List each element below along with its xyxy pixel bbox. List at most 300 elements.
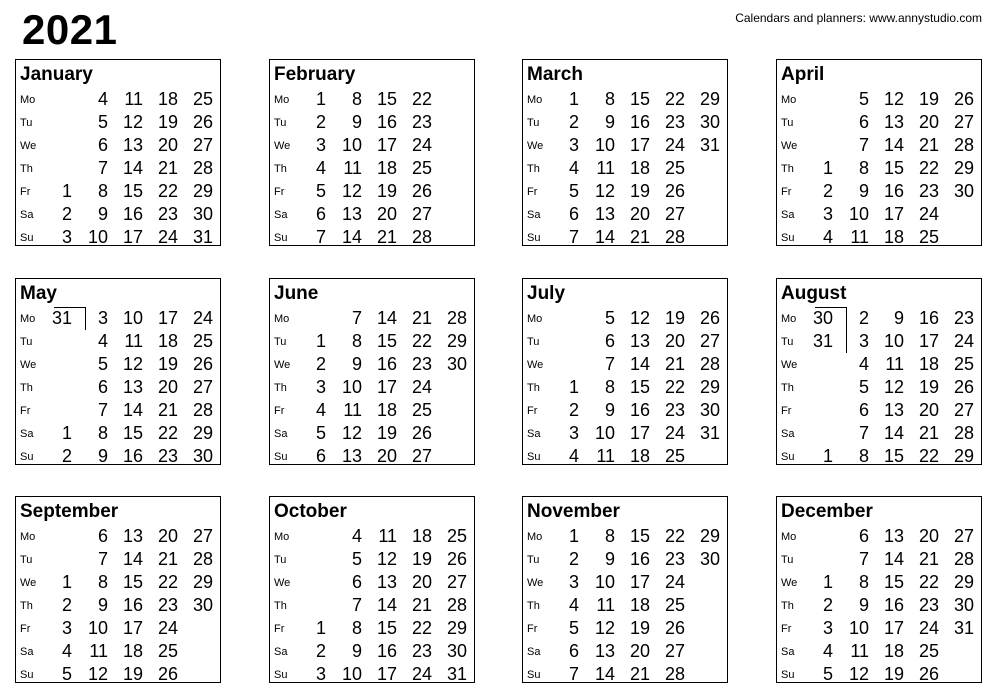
weekday-label: Th: [781, 163, 794, 175]
month-name: March: [527, 64, 583, 85]
day-row: [523, 571, 727, 594]
date-cell: 11: [378, 526, 397, 546]
weekday-label: Su: [20, 232, 34, 244]
day-row: [270, 663, 474, 686]
date-cell: 27: [192, 377, 213, 397]
day-row: [270, 307, 474, 330]
date-cell: 29: [192, 572, 213, 592]
weekday-label: Mo: [527, 313, 543, 325]
date-cell: 26: [157, 664, 178, 684]
date-cell: 10: [341, 664, 362, 684]
day-row: [777, 617, 981, 640]
date-cell: 24: [664, 135, 685, 155]
date-cell: 7: [858, 549, 869, 569]
date-cell: 25: [192, 331, 213, 351]
day-row: [16, 422, 220, 445]
day-row: [523, 525, 727, 548]
date-cell: 28: [953, 549, 974, 569]
date-cell: 26: [192, 354, 213, 374]
date-cell: 6: [604, 331, 615, 351]
wrap-divider-cap: [54, 307, 86, 308]
date-cell: 22: [411, 89, 432, 109]
date-cell: 20: [918, 400, 939, 420]
date-cell: 24: [918, 204, 939, 224]
date-cell: 5: [97, 354, 108, 374]
date-cell: 12: [629, 308, 650, 328]
weekday-label: Sa: [20, 209, 34, 221]
date-cell: 25: [918, 641, 939, 661]
date-cell: 23: [157, 204, 178, 224]
weekday-label: Th: [527, 382, 540, 394]
day-row: [523, 399, 727, 422]
day-row: [523, 330, 727, 353]
date-cell: 14: [376, 595, 397, 615]
date-cell: 20: [664, 331, 685, 351]
date-cell: 5: [315, 423, 326, 443]
day-row: [270, 640, 474, 663]
date-cell: 16: [629, 549, 650, 569]
date-cell: 29: [953, 572, 974, 592]
date-cell: 2: [822, 595, 833, 615]
weekday-label: We: [527, 577, 544, 589]
date-cell: 14: [122, 400, 143, 420]
date-cell: 16: [376, 112, 397, 132]
date-cell: 31: [953, 618, 974, 638]
date-cell: 4: [822, 227, 833, 247]
date-cell: 16: [883, 595, 904, 615]
date-cell: 29: [446, 331, 467, 351]
weekday-label: Tu: [527, 336, 540, 348]
day-row: [16, 640, 220, 663]
date-cell: 13: [341, 204, 362, 224]
day-row: [523, 353, 727, 376]
date-cell: 10: [594, 572, 615, 592]
date-cell: 20: [918, 112, 939, 132]
date-cell: 14: [883, 423, 904, 443]
date-cell: 26: [192, 112, 213, 132]
date-cell: 11: [124, 331, 143, 351]
date-cell: 20: [157, 526, 178, 546]
weekday-label: Fr: [527, 186, 538, 198]
date-cell: 18: [376, 158, 397, 178]
day-row: [523, 640, 727, 663]
date-cell: 2: [315, 112, 326, 132]
date-cell: 28: [953, 135, 974, 155]
date-cell: 15: [629, 89, 650, 109]
day-row: [16, 226, 220, 249]
date-cell: 5: [822, 664, 833, 684]
date-cell: 16: [629, 400, 650, 420]
date-cell: 3: [822, 204, 833, 224]
date-cell: 8: [604, 89, 615, 109]
date-cell: 21: [918, 423, 939, 443]
weekday-label: Fr: [527, 405, 538, 417]
weekday-label: Su: [527, 451, 541, 463]
date-cell: 4: [568, 158, 579, 178]
date-cell: 10: [87, 618, 108, 638]
month-name: April: [781, 64, 825, 85]
day-row: [270, 548, 474, 571]
weekday-label: Mo: [527, 94, 543, 106]
weekday-label: Fr: [781, 405, 792, 417]
day-row: [523, 422, 727, 445]
date-cell: 11: [89, 641, 108, 661]
date-cell: 2: [568, 549, 579, 569]
day-row: [16, 571, 220, 594]
weekday-label: Mo: [527, 531, 543, 543]
date-cell: 2: [61, 595, 72, 615]
date-cell: 9: [604, 549, 615, 569]
weekday-label: Tu: [781, 117, 794, 129]
day-row: [523, 376, 727, 399]
month-april: [776, 59, 982, 246]
date-cell: 28: [192, 400, 213, 420]
date-cell: 11: [343, 400, 362, 420]
date-cell: 21: [918, 135, 939, 155]
date-cell: 8: [604, 377, 615, 397]
date-cell: 31: [192, 227, 213, 247]
date-cell: 12: [122, 354, 143, 374]
weekday-label: Su: [20, 451, 34, 463]
date-cell: 23: [664, 112, 685, 132]
day-row: [777, 571, 981, 594]
date-cell: 17: [883, 204, 904, 224]
date-cell: 13: [376, 572, 397, 592]
weekday-label: Su: [781, 669, 795, 681]
date-cell: 21: [664, 354, 685, 374]
date-cell: 24: [664, 572, 685, 592]
day-row: [777, 180, 981, 203]
weekday-label: Tu: [274, 117, 287, 129]
date-cell: 6: [97, 526, 108, 546]
date-cell: 1: [315, 618, 326, 638]
day-row: [16, 445, 220, 468]
month-name: December: [781, 501, 873, 522]
date-cell: 23: [411, 354, 432, 374]
date-cell: 14: [629, 354, 650, 374]
date-cell: 5: [97, 112, 108, 132]
date-cell: 9: [604, 112, 615, 132]
date-cell: 16: [376, 354, 397, 374]
date-cell: 11: [596, 595, 615, 615]
date-cell: 15: [883, 158, 904, 178]
month-march: [522, 59, 728, 246]
date-cell: 6: [97, 135, 108, 155]
weekday-label: Tu: [20, 336, 33, 348]
weekday-label: Fr: [20, 405, 31, 417]
weekday-label: Sa: [527, 209, 541, 221]
date-cell: 6: [858, 400, 869, 420]
date-cell: 3: [315, 377, 326, 397]
weekday-label: Sa: [527, 646, 541, 658]
date-cell: 19: [376, 423, 397, 443]
month-february: [269, 59, 475, 246]
date-cell: 23: [664, 400, 685, 420]
date-cell: 5: [568, 618, 579, 638]
weekday-label: Th: [20, 163, 33, 175]
date-cell: 5: [61, 664, 72, 684]
weekday-label: We: [527, 140, 544, 152]
date-cell: 6: [858, 112, 869, 132]
date-cell: 10: [122, 308, 143, 328]
day-row: [16, 307, 220, 330]
date-cell: 10: [87, 227, 108, 247]
weekday-label: Th: [527, 600, 540, 612]
day-row: [523, 203, 727, 226]
date-cell: 19: [629, 181, 650, 201]
date-cell: 31: [812, 331, 833, 351]
date-cell: 19: [157, 354, 178, 374]
weekday-label: Fr: [20, 623, 31, 635]
date-cell: 12: [848, 664, 869, 684]
date-cell: 31: [699, 423, 720, 443]
weekday-label: We: [274, 359, 291, 371]
date-cell: 12: [87, 664, 108, 684]
day-row: [270, 203, 474, 226]
date-cell: 15: [376, 89, 397, 109]
weekday-label: We: [781, 577, 798, 589]
month-december: [776, 496, 982, 683]
month-name: July: [527, 283, 566, 304]
date-cell: 10: [594, 423, 615, 443]
date-cell: 14: [594, 227, 615, 247]
date-cell: 29: [699, 89, 720, 109]
date-cell: 28: [411, 227, 432, 247]
date-cell: 20: [157, 135, 178, 155]
weekday-label: Sa: [781, 646, 795, 658]
month-name: November: [527, 501, 620, 522]
date-cell: 22: [664, 526, 685, 546]
date-cell: 21: [376, 227, 397, 247]
day-row: [523, 180, 727, 203]
date-cell: 12: [883, 377, 904, 397]
date-cell: 25: [953, 354, 974, 374]
date-cell: 1: [315, 331, 326, 351]
date-cell: 26: [918, 664, 939, 684]
date-cell: 14: [594, 664, 615, 684]
date-cell: 3: [315, 664, 326, 684]
date-cell: 24: [411, 664, 432, 684]
year-title: 2021: [22, 6, 118, 53]
day-row: [777, 376, 981, 399]
date-cell: 21: [157, 158, 178, 178]
date-cell: 2: [568, 400, 579, 420]
date-cell: 8: [858, 446, 869, 466]
date-cell: 9: [351, 354, 362, 374]
day-row: [523, 617, 727, 640]
weekday-label: Su: [20, 669, 34, 681]
date-cell: 26: [446, 549, 467, 569]
weekday-label: Tu: [781, 336, 794, 348]
month-november: [522, 496, 728, 683]
day-row: [270, 180, 474, 203]
date-cell: 13: [883, 400, 904, 420]
weekday-label: Th: [274, 382, 287, 394]
date-cell: 11: [850, 641, 869, 661]
date-cell: 28: [953, 423, 974, 443]
month-january: [15, 59, 221, 246]
date-cell: 15: [122, 181, 143, 201]
date-cell: 22: [918, 446, 939, 466]
date-cell: 27: [953, 526, 974, 546]
weekday-label: Tu: [20, 554, 33, 566]
date-cell: 30: [192, 204, 213, 224]
date-cell: 27: [192, 526, 213, 546]
weekday-label: Sa: [20, 428, 34, 440]
weekday-label: Su: [527, 232, 541, 244]
date-cell: 15: [122, 423, 143, 443]
date-cell: 24: [157, 618, 178, 638]
date-cell: 29: [953, 446, 974, 466]
date-cell: 6: [97, 377, 108, 397]
date-cell: 27: [192, 135, 213, 155]
date-cell: 10: [848, 618, 869, 638]
date-cell: 19: [157, 112, 178, 132]
month-name: June: [274, 283, 319, 304]
month-name: February: [274, 64, 356, 85]
day-row: [270, 594, 474, 617]
date-cell: 13: [341, 446, 362, 466]
weekday-label: Fr: [274, 405, 285, 417]
date-cell: 12: [594, 181, 615, 201]
date-cell: 16: [883, 181, 904, 201]
weekday-label: Mo: [274, 313, 290, 325]
date-cell: 28: [446, 308, 467, 328]
date-cell: 25: [446, 526, 467, 546]
date-cell: 17: [122, 618, 143, 638]
date-cell: 16: [629, 112, 650, 132]
day-row: [523, 134, 727, 157]
date-cell: 1: [61, 181, 72, 201]
date-cell: 15: [629, 526, 650, 546]
day-row: [270, 226, 474, 249]
date-cell: 8: [858, 572, 869, 592]
date-cell: 25: [918, 227, 939, 247]
date-cell: 13: [883, 112, 904, 132]
date-cell: 8: [351, 89, 362, 109]
date-cell: 18: [157, 89, 178, 109]
date-cell: 6: [315, 446, 326, 466]
date-cell: 1: [568, 377, 579, 397]
weekday-label: Th: [781, 600, 794, 612]
date-cell: 13: [594, 641, 615, 661]
date-cell: 18: [122, 641, 143, 661]
date-cell: 3: [568, 135, 579, 155]
date-cell: 26: [411, 181, 432, 201]
date-cell: 9: [97, 204, 108, 224]
date-cell: 31: [699, 135, 720, 155]
date-cell: 23: [411, 112, 432, 132]
date-cell: 26: [664, 618, 685, 638]
day-row: [16, 134, 220, 157]
date-cell: 15: [376, 618, 397, 638]
month-name: October: [274, 501, 347, 522]
date-cell: 7: [315, 227, 326, 247]
date-cell: 7: [351, 595, 362, 615]
month-june: [269, 278, 475, 465]
date-cell: 2: [568, 112, 579, 132]
weekday-label: Th: [781, 382, 794, 394]
date-cell: 27: [411, 204, 432, 224]
date-cell: 7: [351, 308, 362, 328]
date-cell: 27: [446, 572, 467, 592]
month-may: [15, 278, 221, 465]
weekday-label: Fr: [781, 623, 792, 635]
weekday-label: We: [20, 577, 37, 589]
date-cell: 24: [411, 135, 432, 155]
date-cell: 8: [97, 181, 108, 201]
date-cell: 23: [953, 308, 974, 328]
weekday-label: Fr: [274, 623, 285, 635]
date-cell: 21: [157, 400, 178, 420]
date-cell: 23: [157, 446, 178, 466]
date-cell: 4: [315, 400, 326, 420]
month-name: May: [20, 283, 57, 304]
date-cell: 13: [122, 526, 143, 546]
date-cell: 20: [411, 572, 432, 592]
date-cell: 1: [822, 572, 833, 592]
date-cell: 8: [97, 572, 108, 592]
date-cell: 13: [883, 526, 904, 546]
date-cell: 27: [411, 446, 432, 466]
day-row: [777, 330, 981, 353]
weekday-label: Fr: [20, 186, 31, 198]
date-cell: 16: [122, 204, 143, 224]
day-row: [523, 548, 727, 571]
day-row: [16, 330, 220, 353]
date-cell: 18: [376, 400, 397, 420]
day-row: [777, 203, 981, 226]
day-row: [777, 307, 981, 330]
date-cell: 4: [351, 526, 362, 546]
date-cell: 5: [604, 308, 615, 328]
date-cell: 28: [664, 227, 685, 247]
date-cell: 5: [568, 181, 579, 201]
date-cell: 1: [568, 526, 579, 546]
day-row: [523, 226, 727, 249]
day-row: [16, 594, 220, 617]
date-cell: 17: [376, 377, 397, 397]
date-cell: 22: [157, 181, 178, 201]
date-cell: 19: [883, 664, 904, 684]
month-july: [522, 278, 728, 465]
date-cell: 28: [664, 664, 685, 684]
weekday-label: Mo: [274, 531, 290, 543]
date-cell: 14: [376, 308, 397, 328]
date-cell: 30: [192, 446, 213, 466]
date-cell: 22: [918, 572, 939, 592]
day-row: [777, 594, 981, 617]
weekday-label: Sa: [274, 646, 288, 658]
date-cell: 18: [918, 354, 939, 374]
date-cell: 10: [883, 331, 904, 351]
weekday-label: We: [527, 359, 544, 371]
date-cell: 17: [883, 618, 904, 638]
date-cell: 11: [885, 354, 904, 374]
date-cell: 4: [858, 354, 869, 374]
date-cell: 17: [629, 135, 650, 155]
date-cell: 8: [97, 423, 108, 443]
weekday-label: Th: [274, 163, 287, 175]
date-cell: 7: [568, 664, 579, 684]
weekday-label: Mo: [781, 531, 797, 543]
date-cell: 13: [594, 204, 615, 224]
date-cell: 28: [446, 595, 467, 615]
date-cell: 29: [192, 181, 213, 201]
day-row: [777, 353, 981, 376]
date-cell: 23: [664, 549, 685, 569]
date-cell: 30: [446, 641, 467, 661]
